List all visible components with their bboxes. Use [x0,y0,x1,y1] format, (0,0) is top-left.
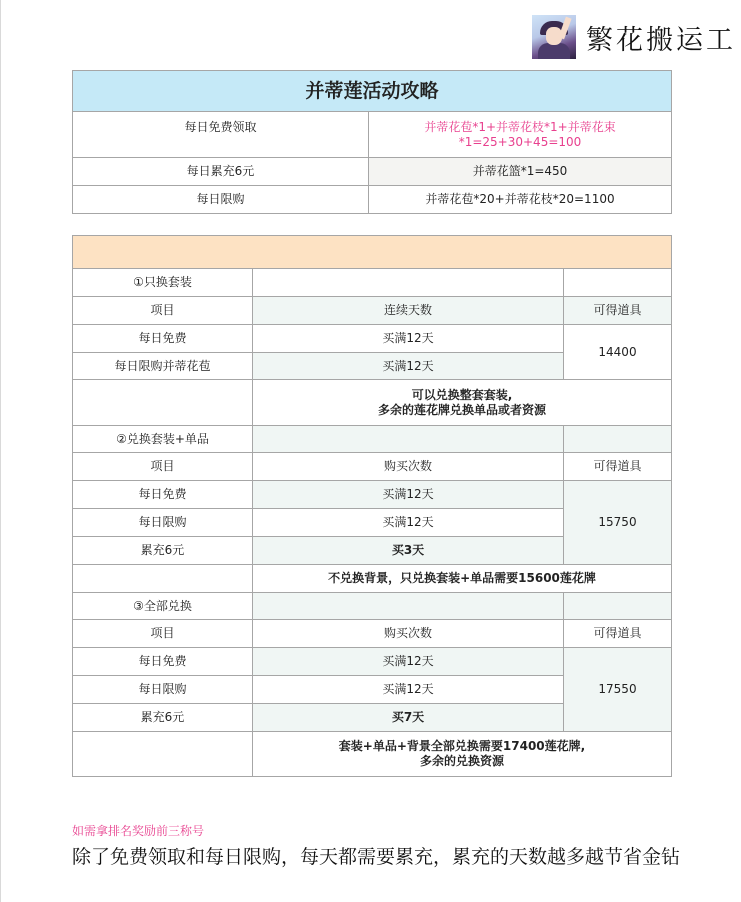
page-edge-line [0,0,1,902]
section-heading: ②兑换套装+单品 [73,426,253,453]
section-heading: ③全部兑换 [73,593,253,620]
row-count: 买满12天 [253,481,564,509]
row-label-recharge: 每日累充6元 [73,158,369,186]
row-item: 每日限购 [73,509,253,537]
row-value-limited: 并蒂花苞*20+并蒂花枝*20=1100 [369,186,672,214]
watermark-text: 繁花搬运工 [586,24,736,56]
reward-value: 15750 [564,481,672,565]
row-count: 买7天 [253,704,564,732]
row-item: 每日免费 [73,481,253,509]
row-label-limited: 每日限购 [73,186,369,214]
row-value-recharge: 并蒂花篮*1=450 [369,158,672,186]
col-header-reward: 可得道具 [564,620,672,648]
watermark [532,14,736,60]
row-item: 每日免费 [73,325,253,353]
main-note: 除了免费领取和每日限购，每天都需要累充，累充的天数越多越节省金钻 [72,846,681,868]
row-count: 买满12天 [253,325,564,353]
row-item: 每日限购 [73,676,253,704]
activity-summary-table [72,70,672,214]
reward-value: 14400 [564,325,672,380]
row-value-free: 并蒂花苞*1+并蒂花枝*1+并蒂花束 *1=25+30+45=100 [369,112,672,158]
section-heading: ①只换套装 [73,269,253,297]
table-title: 并蒂莲活动攻略 [73,71,672,112]
row-item: 每日免费 [73,648,253,676]
reward-value: 17550 [564,648,672,732]
ranking-note: 如需拿排名奖励前三称号 [72,824,205,838]
col-header-count: 连续天数 [253,297,564,325]
col-header-reward: 可得道具 [564,453,672,481]
col-header-item: 项目 [73,620,253,648]
row-count: 买满12天 [253,648,564,676]
section-note: 可以兑换整套套装, 多余的莲花牌兑换单品或者资源 [253,380,672,426]
row-item: 累充6元 [73,537,253,565]
col-header-item: 项目 [73,453,253,481]
row-count: 买满12天 [253,509,564,537]
row-count: 买3天 [253,537,564,565]
anime-character-avatar-icon [532,15,576,59]
col-header-count: 购买次数 [253,453,564,481]
col-header-item: 项目 [73,297,253,325]
row-item: 累充6元 [73,704,253,732]
row-item: 每日限购并蒂花苞 [73,353,253,380]
table-header-band [73,236,672,269]
row-label-free: 每日免费领取 [73,112,369,158]
exchange-plan-table [72,235,672,777]
section-note: 套装+单品+背景全部兑换需要17400莲花牌, 多余的兑换资源 [253,732,672,777]
col-header-count: 购买次数 [253,620,564,648]
col-header-reward: 可得道具 [564,297,672,325]
section-note: 不兑换背景，只兑换套装+单品需要15600莲花牌 [253,565,672,593]
row-count: 买满12天 [253,676,564,704]
row-count: 买满12天 [253,353,564,380]
